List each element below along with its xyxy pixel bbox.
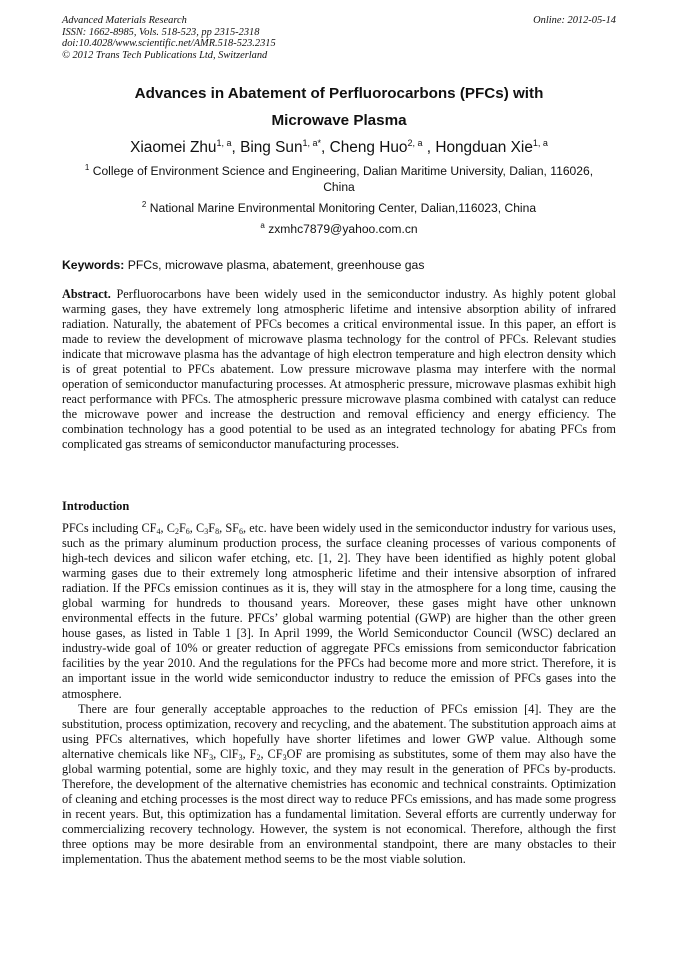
author-affiliation-mark: 1, a	[532, 138, 548, 148]
text-run: , SF	[219, 521, 240, 535]
affiliation-1-line-2: China	[323, 179, 355, 194]
subscript: 2	[174, 527, 179, 536]
author-name: Bing Sun	[240, 139, 303, 156]
affiliation-mark: 1	[84, 163, 90, 172]
title-line-1: Advances in Abatement of Perfluorocarbons (PFCs) with	[134, 85, 544, 102]
abstract	[62, 287, 616, 453]
text-run: F	[178, 521, 186, 535]
affiliation-1-line-1: College of Environment Science and Engineering, Dalian Maritime University, Dalian, 116026,	[92, 164, 594, 178]
author	[435, 139, 548, 156]
text-run: , C	[160, 521, 175, 535]
abstract-label: Abstract.	[62, 287, 111, 301]
keywords-text: PFCs, microwave plasma, abatement, greenhouse gas	[127, 258, 425, 272]
subscript: 6	[185, 527, 190, 536]
author-separator: ,	[422, 139, 436, 156]
author-name: Cheng Huo	[329, 139, 408, 156]
subscript: 3	[282, 752, 287, 762]
journal-header	[62, 15, 616, 61]
subscript: 6	[239, 527, 244, 536]
keywords-label: Keywords:	[62, 258, 125, 272]
subscript: 3	[204, 527, 209, 536]
author-separator: ,	[321, 139, 330, 156]
title-line-2: Microwave Plasma	[271, 112, 407, 129]
paper-title	[62, 80, 616, 134]
author-name: Hongduan Xie	[435, 139, 533, 156]
introduction-body	[62, 521, 616, 867]
author-name: Xiaomei Zhu	[130, 139, 217, 156]
text-run: PFCs including CF	[62, 521, 157, 535]
subscript: 2	[256, 752, 261, 762]
subscript: 4	[156, 527, 161, 536]
abstract-text: Perfluorocarbons have been widely used in the semiconductor industry. As highly potent global warming gases, they have extremely long atmospheric lifetime and intensive absorption ability of infrared radiation. Naturally, the abatement of PFCs becomes a critical environmental issue. In this paper, an effort is made to review the development of microwave plasma technology for the control of PFCs. Relevant studies indicate that microwave plasma has the advantage of high electron temperature and high electron density which is of great potential to PFCs abatement. Low pressure microwave plasma may interfere with the normal operation of semiconductor manufacturing processes. At atmospheric pressure, microwave plasmas exhibit high react performance with PFCs. The atmospheric pressure microwave plasma combined with catalyst can reduce the microwave power and increase the destruction and removal efficiency and energy efficiency. The combination technology has a good potential to be used as an integrated technology for abating PFCs from complicated gas streams of semiconductor manufacturing processes.	[62, 287, 616, 452]
subscript: 8	[215, 527, 220, 536]
author	[330, 139, 436, 156]
text-run: There are four generally acceptable approaches to the reduction of PFCs emission [4]. They are the substitution, process optimization, recovery and recycling, and the abatement. The substitution approach aims at using PFCs alternatives, which hopefully have shorter lifetimes and lower GWP value. Although some alternative chemicals like NF	[62, 701, 616, 761]
affiliation-mark: 2	[141, 200, 147, 209]
journal-copyright: © 2012 Trans Tech Publications Ltd, Switzerland	[62, 49, 268, 61]
author	[240, 139, 330, 156]
author	[130, 139, 240, 156]
text-run: F	[208, 521, 216, 535]
email-mark: a	[260, 221, 265, 230]
affiliation-1	[62, 164, 616, 195]
author-affiliation-mark: 1, a	[216, 138, 232, 148]
text-run: , etc. have been widely used in the semiconductor industry for various uses, such as the primary aluminum production process, the surface cleaning processes of various components of high-tech devices and silicon wafer etching, etc. [1, 2]. They have been identified as highly potent global warming gases due to their extremely long atmospheric lifetime and their intensive absorption of infrared radiation. If the PFCs emission continues as it is, they will stay in the atmosphere for a long time, causing the global warming for hundreds to thousand years. Moreover, these gases might have other unknown environmental effects in the future. PFCs’ global warming potential (GWP) are higher than the other green house gases, as listed in Table 1 [3]. In April 1999, the World Semiconductor Council (WSC) declared an industry-wide goal of 10% or greater reduction of aggregate PFCs emissions from semiconductor fabrication facilities by the year 2010. And the regulations for the PFCs had become more and more strict. Therefore, it is an important issue in the world wide semiconductor industry to reduce the emission of PFCs gases into the atmosphere.	[62, 521, 617, 701]
author-email	[62, 222, 616, 238]
subscript: 3	[209, 752, 214, 762]
online-date: Online: 2012-05-14	[533, 15, 616, 26]
journal-name: Advanced Materials Research	[62, 15, 187, 26]
affiliation-2	[62, 201, 616, 217]
journal-issn: ISSN: 1662-8985, Vols. 518-523, pp 2315-2318	[62, 26, 260, 38]
text-run: , C	[189, 521, 205, 535]
text-run: OF are promising as substitutes, some of them may also have the global warming potential, some are highly toxic, and they may result in the generation of PFCs by-products. Therefore, the development of the alternative chemistries has economic and technical constraints. Optimization of cleaning and etching processes is the most direct way to reduce PFCs emissions, and has made some progress in recent years. But, this optimization has a fundamental limitation. Several efforts are currently underway for commercializing recovery technology. However, the system is not economical. Therefore, although the first three options may be more desirable from an environmental standpoint, there are many obstacles to their implementation. Thus the abatement method seems to be the most viable solution.	[62, 746, 616, 867]
email-address: zxmhc7879@yahoo.com.cn	[268, 222, 418, 236]
author-affiliation-mark: 1, a*	[302, 138, 322, 148]
text-run: , F	[242, 746, 257, 761]
introduction-paragraph-2	[62, 702, 616, 868]
author-affiliation-mark: 2, a	[407, 138, 423, 148]
text-run: , CF	[260, 746, 283, 761]
introduction-paragraph-1	[62, 521, 616, 702]
affiliation-2-text: National Marine Environmental Monitoring Center, Dalian,116023, China	[149, 201, 537, 215]
subscript: 3	[238, 752, 243, 762]
journal-doi: doi:10.4028/www.scientific.net/AMR.518-523.2315	[62, 38, 276, 50]
section-heading-introduction: Introduction	[62, 499, 130, 513]
author-list	[62, 138, 616, 158]
author-separator: ,	[231, 139, 241, 156]
keywords	[62, 258, 616, 273]
text-run: , ClF	[213, 746, 239, 761]
